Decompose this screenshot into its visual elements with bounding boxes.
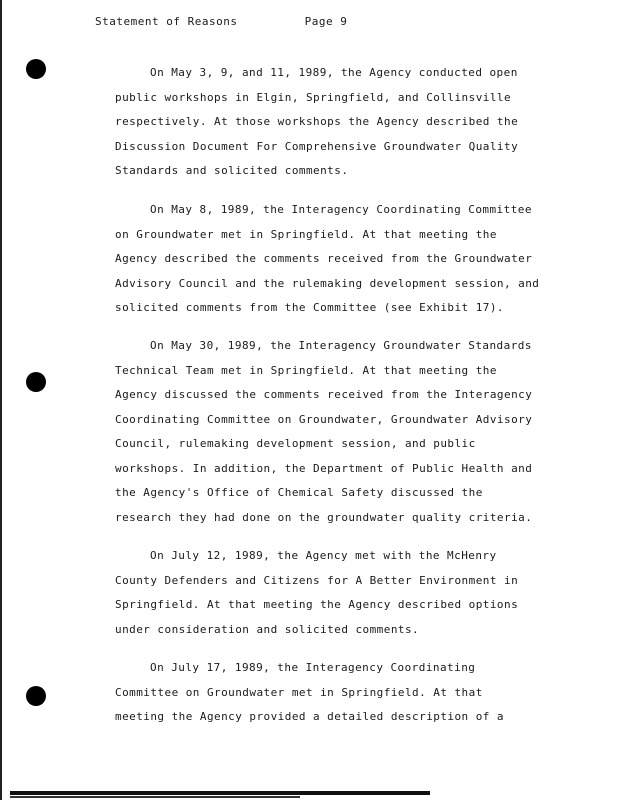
text-line: public workshops in Elgin, Springfield, and Collinsville	[115, 90, 512, 104]
page-header	[95, 15, 347, 28]
binder-hole-top	[26, 59, 46, 79]
page-left-edge	[0, 0, 2, 800]
text-line: Discussion Document For Comprehensive Groundwater Quality	[115, 139, 519, 153]
document-title: Statement of Reasons	[95, 15, 238, 28]
text-line: On July 12, 1989, the Agency met with the McHenry	[150, 549, 497, 562]
text-line: the Agency's Office of Chemical Safety discussed the	[115, 486, 483, 499]
text-line: On May 3, 9, and 11, 1989, the Agency conducted open	[150, 66, 518, 79]
paragraph-july-12-meeting	[115, 544, 560, 642]
binder-hole-middle	[26, 372, 46, 392]
paragraph-may-8-meeting	[115, 198, 560, 321]
text-line: under consideration and solicited comments.	[115, 622, 420, 636]
text-line: on Groundwater met in Springfield. At that meeting the	[115, 227, 497, 241]
text-line: County Defenders and Citizens for A Better Environment in	[115, 573, 519, 587]
text-line: Coordinating Committee on Groundwater, Groundwater Advisory	[115, 412, 533, 426]
paragraph-july-17-meeting	[115, 656, 560, 730]
text-line: On May 30, 1989, the Interagency Groundwater Standards	[150, 339, 532, 352]
text-line: Technical Team met in Springfield. At that meeting the	[115, 363, 497, 377]
text-line: Advisory Council and the rulemaking development session, and	[115, 276, 540, 290]
text-line: workshops. In addition, the Department of Public Health and	[115, 461, 533, 475]
text-line: meeting the Agency provided a detailed description of a	[115, 710, 504, 723]
text-line: Council, rulemaking development session, and public	[115, 437, 476, 450]
text-line: On May 8, 1989, the Interagency Coordinating Committee	[150, 203, 532, 216]
text-line: solicited comments from the Committee (see Exhibit 17).	[115, 301, 504, 314]
text-line: Agency discussed the comments received from the Interagency	[115, 388, 533, 401]
text-line: respectively. At those workshops the Agency described the	[115, 115, 519, 128]
bottom-scan-artifact-thin	[10, 796, 300, 798]
text-line: Springfield. At that meeting the Agency described options	[115, 598, 519, 611]
paragraph-workshops	[115, 61, 560, 184]
text-line: Standards and solicited comments.	[115, 164, 349, 177]
bottom-scan-artifact	[10, 791, 430, 795]
text-line: Agency described the comments received from the Groundwater	[115, 252, 533, 265]
text-line: research they had done on the groundwater quality criteria.	[115, 510, 533, 524]
text-line: On July 17, 1989, the Interagency Coordinating	[150, 661, 476, 674]
text-line: Committee on Groundwater met in Springfield. At that	[115, 685, 483, 699]
paragraph-may-30-meeting	[115, 334, 560, 530]
binder-hole-bottom	[26, 686, 46, 706]
page-number: Page 9	[304, 15, 348, 28]
